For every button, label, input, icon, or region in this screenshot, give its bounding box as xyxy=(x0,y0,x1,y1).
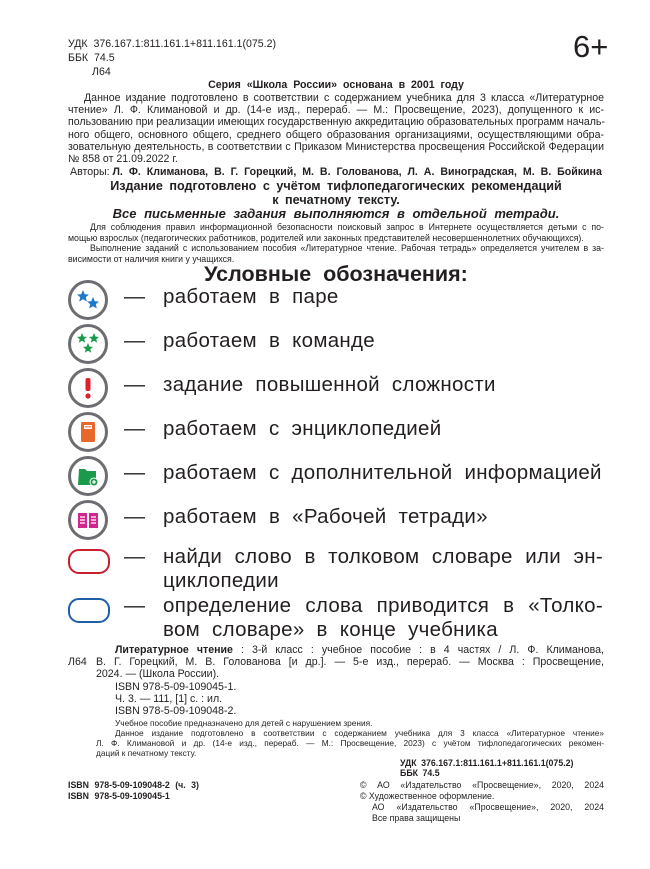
legend-text: работаем с дополнительной информацией xyxy=(163,461,602,484)
text-line: Данное издание подготовлено в соответствии с содержанием учебника для 3 класса «Литературное чтение» xyxy=(115,728,604,738)
authors-label: Авторы: xyxy=(70,166,110,178)
copyright-line: Все права защищены xyxy=(372,813,461,823)
tiflo-notice xyxy=(68,179,604,207)
legend-text xyxy=(163,545,603,593)
author-mark: Л64 xyxy=(92,66,111,78)
notebook-note: Все письменные задания выполняются в отдельной тетради. xyxy=(112,206,560,221)
text-line: № 858 от 21.09.2022 г. xyxy=(68,153,178,166)
text-line: к печатному тексту. xyxy=(272,193,400,207)
bbk-line: ББК 74.5 xyxy=(400,768,440,778)
isbn-line: ISBN 978-5-09-109045-1. xyxy=(115,680,237,693)
safety-notes xyxy=(68,222,604,264)
text-line: найди слово в толковом словаре или эн- xyxy=(163,545,603,568)
legend-text: работаем в «Рабочей тетради» xyxy=(163,505,488,528)
blue-frame-icon xyxy=(68,598,110,623)
text-line: циклопедии xyxy=(163,569,279,592)
isbn-set: ISBN 978-5-09-109045-1 xyxy=(68,791,170,801)
dash: — xyxy=(124,594,145,617)
udk-code: 376.167.1:811.161.1+811.161.1(075.2) xyxy=(93,38,277,50)
legend-item xyxy=(68,324,628,364)
legend-text: работаем с энциклопедией xyxy=(163,417,442,440)
text-line: В. Г. Горецкий, М. В. Голованова [и др.]. — 5-е изд., перераб. — Москва : Просвещение, xyxy=(96,656,604,669)
text-line: ного общего, основного общего, среднего общего образования организациями, осуществляющими обра- xyxy=(68,128,604,141)
udk-label: УДК xyxy=(68,38,88,50)
legend-title: Условные обозначения: xyxy=(204,262,468,286)
text-line: : 3-й класс : учебное пособие : в 4 частях / Л. Ф. Климанова, xyxy=(232,644,604,656)
text-line: мощью взрослых (педагогических работников, родителей или законных представителей несовершеннолетних обучающихся). xyxy=(68,232,584,243)
authors-names: Л. Ф. Климанова, В. Г. Горецкий, М. В. Голованова, Л. А. Виноградская, М. В. Бойкина xyxy=(112,166,602,178)
three-stars-icon xyxy=(68,324,108,364)
biblio-classification xyxy=(400,758,604,778)
legend-item xyxy=(68,412,628,452)
text-line: даций к печатному тексту. xyxy=(96,748,197,758)
two-stars-icon xyxy=(68,280,108,320)
udk-line: УДК 376.167.1:811.161.1+811.161.1(075.2) xyxy=(400,758,574,768)
text-line: Издание подготовлено с учётом тифлопедагогических рекомендаций xyxy=(110,179,562,193)
dash: — xyxy=(124,461,145,484)
isbn-line: ISBN 978-5-09-109048-2. xyxy=(115,705,237,718)
biblio-mark: Л64 xyxy=(68,656,87,668)
intro-paragraph xyxy=(68,92,604,165)
legend-text: работаем в паре xyxy=(163,285,339,308)
exclamation-icon xyxy=(68,368,108,408)
isbn-part: ISBN 978-5-09-109048-2 (ч. 3) xyxy=(68,780,199,790)
book-icon xyxy=(68,412,108,452)
biblio-notes xyxy=(96,718,604,758)
red-frame-icon xyxy=(68,549,110,574)
part-line: Ч. 3. — 111, [1] с. : ил. xyxy=(115,692,223,705)
legend-item xyxy=(68,280,628,320)
text-line: определение слова приводится в «Толко- xyxy=(163,594,603,617)
text-line: Л. Ф. Климановой и др. (14-е изд., перераб. — М.: Просвещение, 2023) с учётом тифлопедагогических рекомен- xyxy=(96,738,604,748)
legend-text: работаем в команде xyxy=(163,329,376,352)
text-line: Учебное пособие предназначено для детей с нарушением зрения. xyxy=(115,718,373,728)
text-line: Для соблюдения правил информационной безопасности поисковый запрос в Интернете осуществляется детьми с по- xyxy=(90,222,604,232)
bibliographic-record xyxy=(96,644,604,717)
legend-item xyxy=(68,456,628,496)
open-book-icon xyxy=(68,500,108,540)
dash: — xyxy=(124,505,145,528)
dash: — xyxy=(124,329,145,352)
text-line: зовательную деятельность, в соответствии с Приказом Министерства просвещения Российской Федерации xyxy=(68,140,604,153)
copyright-line: © АО «Издательство «Просвещение», 2020, 2024 xyxy=(360,780,604,790)
legend-item-red-frame xyxy=(68,547,628,595)
text-line: Выполнение заданий с использованием пособия «Литературное чтение. Рабочая тетрадь» определяется учителем в за- xyxy=(90,243,604,254)
copyright-line: АО «Издательство «Просвещение», 2020, 2024 xyxy=(372,802,604,812)
series-note: Серия «Школа России» основана в 2001 году xyxy=(208,79,464,91)
bbk-code: 74.5 xyxy=(93,52,115,64)
legend-item xyxy=(68,368,628,408)
bbk-label: ББК xyxy=(68,52,89,64)
folder-plus-icon xyxy=(68,456,108,496)
age-rating: 6+ xyxy=(573,29,609,64)
text-line: пользованию при реализации имеющих государственную аккредитацию образовательных программ началь- xyxy=(68,116,605,129)
legend-text: задание повышенной сложности xyxy=(163,373,496,396)
text-line: чтение» Л. Ф. Климановой и др. (14-е изд., перераб. — М.: Просвещение, 2023), допущенного к ис- xyxy=(68,104,604,117)
dash: — xyxy=(124,417,145,440)
classification-block xyxy=(68,37,276,79)
text-line: Данное издание подготовлено в соответствии с содержанием учебника для 3 класса «Литературное xyxy=(84,92,604,104)
text-line: висимости от наличия книги у учащихся. xyxy=(68,253,235,264)
book-title: Литературное чтение xyxy=(115,644,233,656)
dash: — xyxy=(124,545,145,568)
footer-isbns xyxy=(68,780,199,802)
dash: — xyxy=(124,285,145,308)
authors-line xyxy=(70,166,604,178)
text-line: вом словаре» в конце учебника xyxy=(163,618,498,641)
legend-text xyxy=(163,594,603,642)
text-line: 2024. — (Школа России). xyxy=(96,668,220,681)
copyright-line: © Художественное оформление. xyxy=(360,791,495,801)
dash: — xyxy=(124,373,145,396)
copyright-block xyxy=(360,780,604,824)
legend-item-blue-frame xyxy=(68,594,628,645)
legend-item xyxy=(68,500,628,540)
